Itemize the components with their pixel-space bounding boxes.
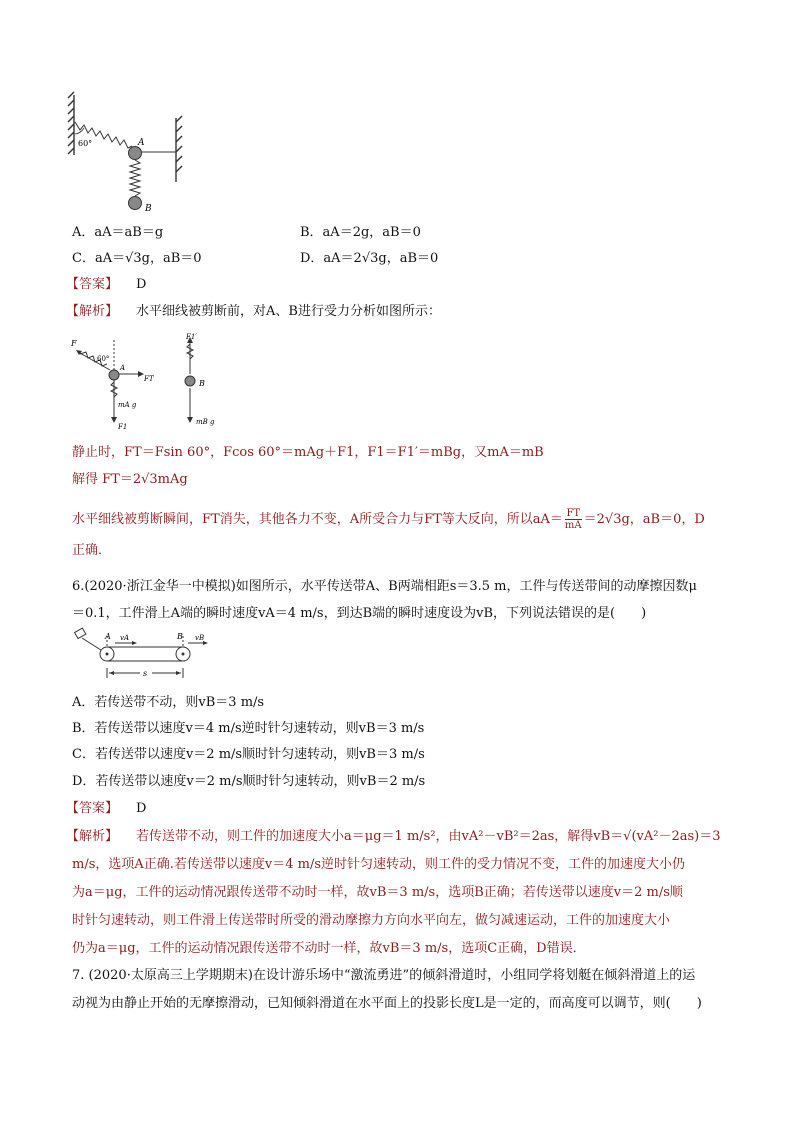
q6-option-a: A．若传送带不动，则vB＝3 m/s (72, 695, 265, 710)
q6-fig-a: A (105, 632, 111, 641)
q5-force-f1: F1 (118, 423, 128, 431)
q6-fig-va: vA (120, 634, 130, 642)
q5-force-figure (66, 332, 236, 434)
q6-option-d: D．若传送带以速度v＝2 m/s顺时针匀速转动，则vB＝2 m/s (72, 774, 426, 789)
q6-stem-line1: 6.(2020·浙江金华一中模拟)如图所示，水平传送带A、B两端相距s＝3.5 m，工件与传送带间的动摩擦因数μ (72, 579, 697, 594)
q5-fraction-num: FT (566, 508, 581, 519)
q5-line3-start: 水平细线被剪断瞬间，FT消失，其他各力不变，A所受合力与FT等大反向，所以aA＝ (72, 512, 563, 527)
q5-fraction-den: mA (564, 520, 582, 531)
q5-option-b: B．aA＝2g，aB＝0 (300, 225, 421, 240)
q5-fig-label-b: B (145, 204, 152, 214)
q5-fig-label-a: A (138, 138, 145, 148)
q5-option-a: A．aA＝aB＝g (72, 225, 164, 240)
q6-option-b: B．若传送带以速度v＝4 m/s逆时针匀速转动，则vB＝3 m/s (72, 721, 425, 736)
q5-solution-line2: 解得 FT＝2√3mAg (72, 472, 188, 487)
q5-answer (66, 276, 146, 294)
q5-spring-figure (66, 90, 191, 215)
q5-force-f1p: F1′ (186, 333, 197, 341)
q5-option-c: C．aA＝√3g，aB＝0 (72, 251, 202, 266)
q5-fig-angle-label: 60° (78, 139, 93, 148)
q6-fig-s: s (143, 669, 148, 678)
q6-analysis-line1 (66, 828, 721, 846)
q5-force-mag: mA g (118, 401, 137, 409)
q6-answer-tag: 【答案】 (66, 801, 119, 816)
q5-force-b: B (199, 379, 205, 388)
q6-fig-b: B (177, 632, 183, 641)
q6-analysis-tag: 【解析】 (66, 829, 119, 844)
q5-force-ft: FT (144, 375, 154, 383)
q5-force-mbg: mB g (196, 418, 215, 426)
q5-answer-value: D (136, 277, 147, 292)
q6-analysis-line3: 为a＝μg，工件的运动情况跟传送带不动时一样，故vB＝3 m/s，选项B正确；若传送带以速度v＝2 m/s顺 (72, 885, 683, 900)
q5-analysis (66, 303, 441, 321)
q6-conveyor-figure (70, 626, 220, 686)
q7-stem-line1: 7. (2020·太原高三上学期期末)在设计游乐场中“激流勇进”的倾斜滑道时，小组同学将划艇在倾斜滑道上的运 (72, 968, 696, 983)
q5-solution-line1: 静止时，FT＝Fsin 60°，Fcos 60°＝mAg＋F1，F1＝F1′＝mBg，又mA＝mB (72, 445, 544, 460)
q5-solution-line4: 正确． (72, 543, 112, 558)
q6-answer-value: D (136, 801, 147, 816)
q5-solution-line3 (72, 508, 705, 531)
q6-option-c: C．若传送带以速度v＝2 m/s顺时针匀速转动，则vB＝3 m/s (72, 747, 425, 762)
q5-force-angle: 60° (97, 355, 110, 363)
q6-analysis-text1: 若传送带不动，则工件的加速度大小a＝μg＝1 m/s²，由vA²－vB²＝2as，解得vB＝√(vA²－2as)＝3 (136, 829, 721, 844)
q5-option-d: D．aA＝2√3g，aB＝0 (300, 251, 439, 266)
q5-analysis-intro: 水平细线被剪断前，对A、B进行受力分析如图所示： (136, 304, 441, 319)
q5-force-a: A (120, 364, 126, 372)
q5-force-f: F (71, 339, 77, 348)
q6-analysis-line4: 时针匀速转动，则工件滑上传送带时所受的滑动摩擦力方向水平向左，做匀减速运动，工件的加速度大小 (72, 913, 671, 928)
q5-line3-end: ＝2√3g，aB＝0，D (583, 512, 705, 527)
q6-analysis-line2: m/s，选项A正确.若传送带以速度v＝4 m/s逆时针匀速转动，则工件的受力情况不变，工件的加速度大小仍 (72, 857, 686, 872)
q5-analysis-tag: 【解析】 (66, 304, 119, 319)
q7-stem-line2: 动视为由静止开始的无摩擦滑动，已知倾斜滑道在水平面上的投影长度L是一定的，而高度可以调节，则( ) (72, 996, 702, 1011)
q5-answer-tag: 【答案】 (66, 277, 119, 292)
q6-answer (66, 800, 146, 818)
q5-fraction (565, 508, 582, 531)
q6-stem-line2: ＝0.1，工件滑上A端的瞬时速度vA＝4 m/s，到达B端的瞬时速度设为vB，下列说法错误的是( ) (72, 606, 647, 621)
q6-analysis-line5: 仍为a＝μg，工件的运动情况跟传送带不动时一样，故vB＝3 m/s，选项C正确，D错误． (72, 941, 586, 956)
q6-fig-vb: vB (195, 634, 205, 642)
